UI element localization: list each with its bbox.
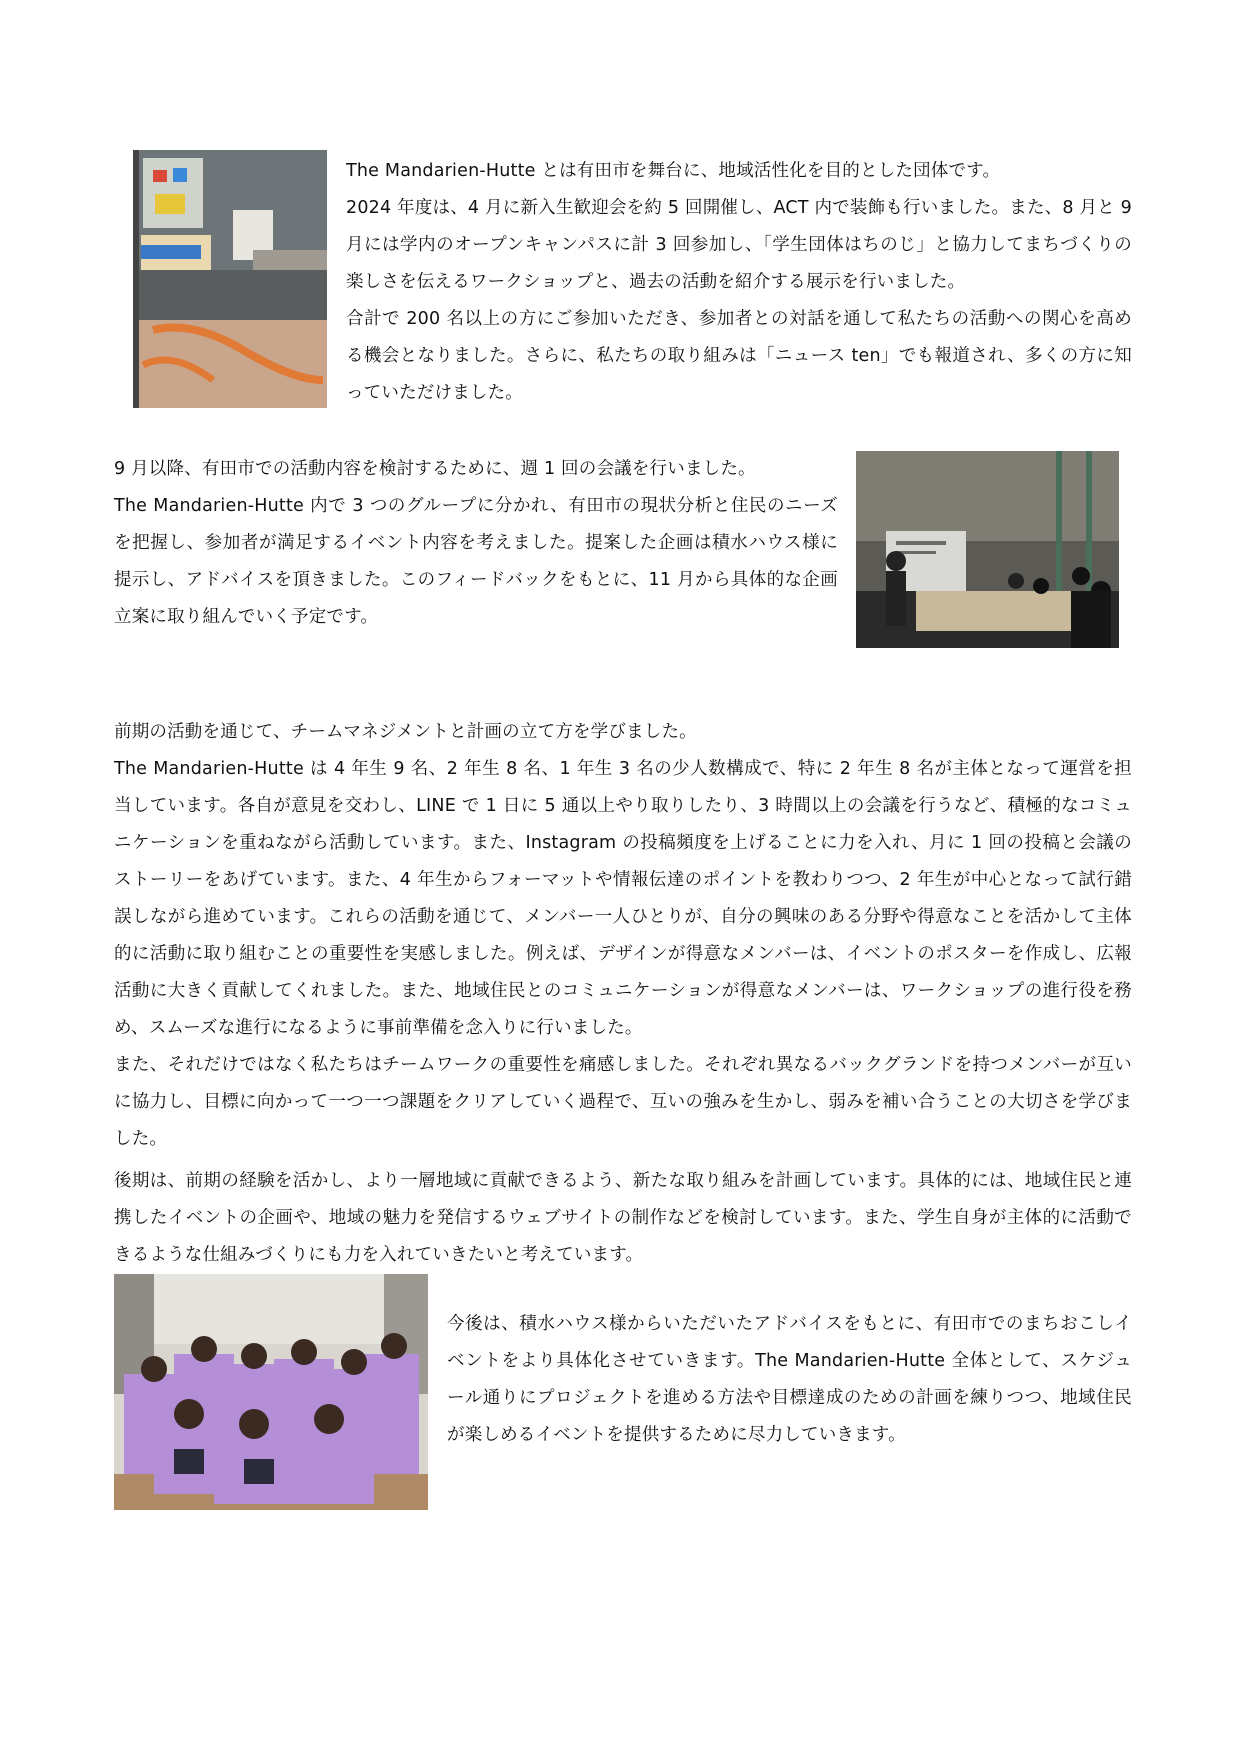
paragraph: 9 月以降、有田市での活動内容を検討するために、週 1 回の会議を行いました。 [114,459,756,479]
paragraph: The Mandarien-Hutte は 4 年生 9 名、2 年生 8 名、1 年生 3 名の少人数構成で、特に 2 年生 8 名が主体となって運営を担当しています。各自が意見を交わし、LINE で 1 日に 5 通以上やり取りしたり、3 時間以上の会議を行うなど、積極的なコミュニケーションを重ねながら活動しています。また、Instagram の投稿頻度を上げることに力を入れ、月に 1 回の投稿と会議のストーリーをあげています。また、4 年生からフォーマットや情報伝達のポイントを教わりつつ、2 年生が中心となって試行錯誤しながら進めています。これらの活動を通じて、メンバー一人ひとりが、自分の興味のある分野や得意なことを活かして主体的に活動に取り組むことの重要性を実感しました。例えば、デザインが得意なメンバーは、イベントのポスターを作成し、広報活動に大きく貢献してくれました。また、地域住民とのコミュニケーションが得意なメンバーは、ワークショップの進行役を務め、スムーズな進行になるように事前準備を念入りに行いました。 [114,759,1132,1038]
group-photo [114,1274,428,1510]
paragraph: 合計で 200 名以上の方にご参加いただき、参加者との対話を通して私たちの活動への関心を高める機会となりました。さらに、私たちの取り組みは「ニュース ten」でも報道され、多くの方に知っていただけました。 [346,309,1132,403]
section5-text [447,1306,1132,1454]
meeting-photo [856,451,1119,648]
paragraph: 後期は、前期の経験を活かし、より一層地域に貢献できるよう、新たな取り組みを計画しています。具体的には、地域住民と連携したイベントの企画や、地域の魅力を発信するウェブサイトの制作などを検討しています。また、学生自身が主体的に活動できるような仕組みづくりにも力を入れていきたいと考えています。 [114,1171,1132,1265]
paragraph: 今後は、積水ハウス様からいただいたアドバイスをもとに、有田市でのまちおこしイベントをより具体化させていきます。The Mandarien-Hutte 全体として、スケジュール通りにプロジェクトを進める方法や目標達成のための計画を練りつつ、地域住民が楽しめるイベントを提供するために尽力していきます。 [447,1314,1132,1445]
section2-text [114,451,838,636]
section3-text [114,714,1132,1158]
section4-text [114,1163,1132,1274]
paragraph: また、それだけではなく私たちはチームワークの重要性を痛感しました。それぞれ異なるバックグランドを持つメンバーが互いに協力し、目標に向かって一つ一つ課題をクリアしていく過程で、互いの強みを生かし、弱みを補い合うことの大切さを学びました。 [114,1055,1132,1149]
entrance-decoration-photo [133,150,327,408]
photo-icon [114,1274,428,1510]
photo-icon [133,150,327,408]
paragraph: The Mandarien-Hutte 内で 3 つのグループに分かれ、有田市の現状分析と住民のニーズを把握し、参加者が満足するイベント内容を考えました。提案した企画は積水ハウス様に提示し、アドバイスを頂きました。このフィードバックをもとに、11 月から具体的な企画立案に取り組んでいく予定です。 [114,496,838,627]
paragraph: The Mandarien-Hutte とは有田市を舞台に、地域活性化を目的とした団体です。 [346,161,1001,181]
paragraph: 2024 年度は、4 月に新入生歓迎会を約 5 回開催し、ACT 内で装飾も行いました。また、8 月と 9 月には学内のオープンキャンパスに計 3 回参加し、「学生団体はちのじ」と協力してまちづくりの楽しさを伝えるワークショップと、過去の活動を紹介する展示を行いました。 [346,198,1132,292]
photo-icon [856,451,1119,648]
section1-text [346,153,1132,412]
paragraph: 前期の活動を通じて、チームマネジメントと計画の立て方を学びました。 [114,722,697,742]
